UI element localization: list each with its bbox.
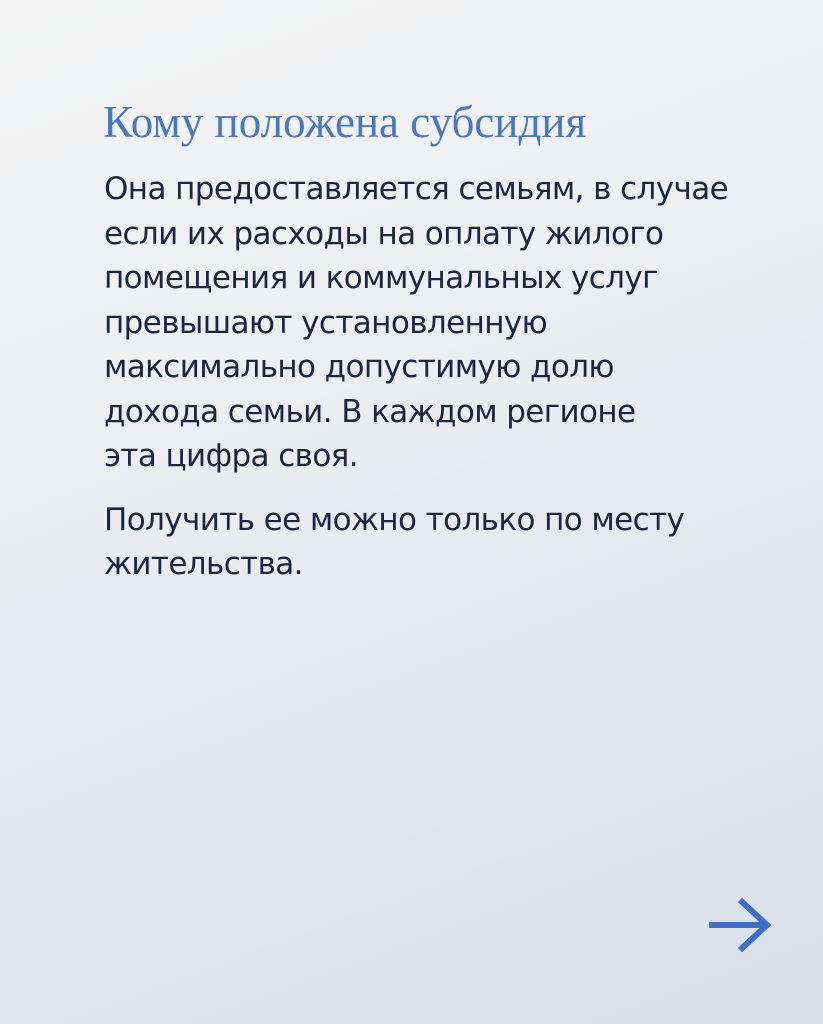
- text-line: превышают установленную: [104, 304, 548, 341]
- slide-body: [104, 167, 784, 587]
- slide-title: Кому положена субсидия: [103, 97, 587, 147]
- text-line: дохода семьи. В каждом регионе: [104, 393, 636, 430]
- arrow-right-icon: [703, 893, 775, 957]
- text-line: Получить ее можно только по месту: [104, 501, 685, 538]
- next-slide-button[interactable]: [703, 893, 775, 957]
- paragraph-residence: [104, 498, 784, 587]
- text-line: жительства.: [104, 546, 303, 582]
- text-line: эта цифра своя.: [104, 438, 358, 474]
- text-line: если их расходы на оплату жилого: [104, 215, 664, 252]
- paragraph-eligibility: [104, 167, 784, 479]
- text-line: максимально допустимую долю: [104, 349, 614, 385]
- text-line: Она предоставляется семьям, в случае: [104, 171, 729, 207]
- text-line: помещения и коммунальных услуг: [104, 260, 658, 296]
